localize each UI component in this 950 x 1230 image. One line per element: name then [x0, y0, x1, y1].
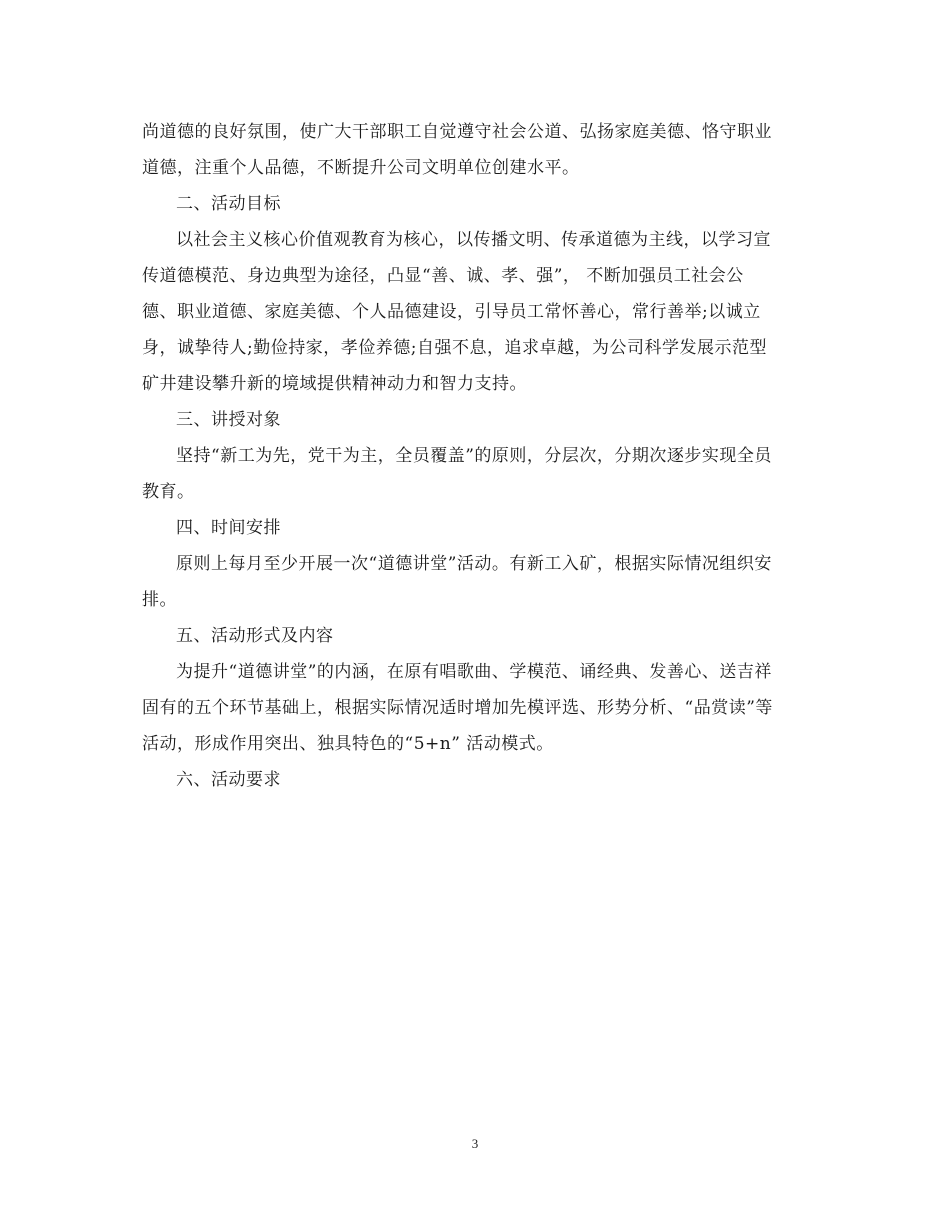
body-text-line: 坚持“新工为先，党干为主，全员覆盖”的原则，分层次，分期次逐步实现全员 [176, 446, 772, 466]
document-body [142, 114, 810, 798]
section-heading-format: 五、活动形式及内容 [176, 626, 334, 646]
section-heading-goals: 二、活动目标 [176, 194, 281, 214]
body-text-line: 德、职业道德、家庭美德、个人品德建设，引导员工常怀善心，常行善举;以诚立 [142, 302, 761, 322]
section-heading-audience: 三、讲授对象 [176, 410, 281, 430]
body-text-line: 矿井建设攀升新的境域提供精神动力和智力支持。 [142, 374, 527, 394]
body-text-line: 为提升“道德讲堂”的内涵，在原有唱歌曲、学模范、诵经典、发善心、送吉祥 [176, 662, 772, 682]
body-text-line: 排。 [142, 590, 177, 610]
page-number: 3 [471, 1136, 479, 1151]
body-text-line: 固有的五个环节基础上，根据实际情况适时增加先模评选、形势分析、“品赏读”等 [142, 698, 773, 718]
body-text-line: 以社会主义核心价值观教育为核心，以传播文明、传承道德为主线，以学习宣 [176, 230, 771, 250]
section-heading-requirements: 六、活动要求 [176, 770, 281, 790]
body-text-line: 活动，形成作用突出、独具特色的“5+n” 活动模式。 [142, 734, 554, 754]
body-text-line: 教育。 [142, 482, 195, 502]
body-text-line: 原则上每月至少开展一次“道德讲堂”活动。有新工入矿，根据实际情况组织安 [176, 554, 772, 574]
section-heading-schedule: 四、时间安排 [176, 518, 281, 538]
body-text-line: 道德，注重个人品德，不断提升公司文明单位创建水平。 [142, 158, 580, 178]
body-text-line: 身，诚挚待人;勤俭持家，孝俭养德;自强不息，追求卓越，为公司科学发展示范型 [142, 338, 767, 358]
body-text-line: 传道德模范、身边典型为途径，凸显“善、诚、孝、强”， 不断加强员工社会公 [142, 266, 744, 286]
body-text-line: 尚道德的良好氛围，使广大干部职工自觉遵守社会公道、弘扬家庭美德、恪守职业 [142, 122, 772, 142]
